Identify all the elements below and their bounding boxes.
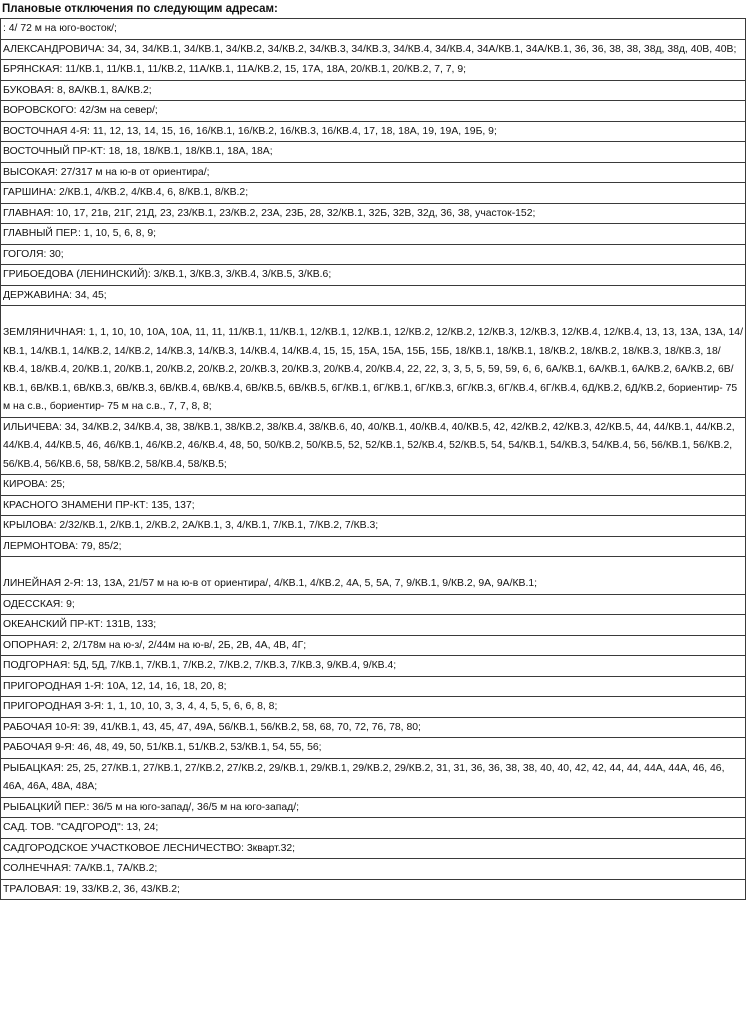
address-cell: ГАРШИНА: 2/КВ.1, 4/КВ.2, 4/КВ.4, 6, 8/КВ.1, 8/КВ.2;: [1, 183, 746, 204]
address-cell: РЫБАЦКАЯ: 25, 25, 27/КВ.1, 27/КВ.1, 27/КВ.2, 27/КВ.2, 29/КВ.1, 29/КВ.1, 29/КВ.2, 29/КВ.2, 31, 31, 36, 36, 38, 38, 40, 40, 42, 42, 44, 44, 44А, 44А, 46, 46, 46А, 46А, 48А, 48А;: [1, 758, 746, 797]
address-cell: БУКОВАЯ: 8, 8А/КВ.1, 8А/КВ.2;: [1, 80, 746, 101]
address-cell: КИРОВА: 25;: [1, 475, 746, 496]
address-cell: АЛЕКСАНДРОВИЧА: 34, 34, 34/КВ.1, 34/КВ.1, 34/КВ.2, 34/КВ.2, 34/КВ.3, 34/КВ.3, 34/КВ.4, 34/КВ.4, 34А/КВ.1, 34А/КВ.1, 36, 36, 38, 38, 38д, 38д, 40В, 40В;: [1, 39, 746, 60]
address-row: [1, 244, 746, 265]
address-cell: КРАСНОГО ЗНАМЕНИ ПР-КТ: 135, 137;: [1, 495, 746, 516]
address-row: [1, 635, 746, 656]
address-row: [1, 717, 746, 738]
address-cell: СОЛНЕЧНАЯ: 7А/КВ.1, 7А/КВ.2;: [1, 859, 746, 880]
address-cell: ПРИГОРОДНАЯ 1-Я: 10А, 12, 14, 16, 18, 20, 8;: [1, 676, 746, 697]
document-title: Плановые отключения по следующим адресам:: [2, 3, 278, 15]
address-cell: ВОСТОЧНЫЙ ПР-КТ: 18, 18, 18/КВ.1, 18/КВ.1, 18А, 18А;: [1, 142, 746, 163]
address-cell: ОДЕССКАЯ: 9;: [1, 594, 746, 615]
address-row: [1, 203, 746, 224]
address-row: [1, 60, 746, 81]
address-row: [1, 495, 746, 516]
address-row: [1, 797, 746, 818]
address-cell: : 4/ 72 м на юго-восток/;: [1, 19, 746, 40]
address-row: [1, 879, 746, 900]
address-row: [1, 162, 746, 183]
address-row: [1, 306, 746, 418]
address-cell: САДГОРОДСКОЕ УЧАСТКОВОЕ ЛЕСНИЧЕСТВО: 3квaрт.32;: [1, 838, 746, 859]
address-row: [1, 265, 746, 286]
address-row: [1, 224, 746, 245]
address-cell: ТРАЛОВАЯ: 19, 33/КВ.2, 36, 43/КВ.2;: [1, 879, 746, 900]
address-row: [1, 818, 746, 839]
address-row: [1, 738, 746, 759]
address-row: [1, 183, 746, 204]
address-cell: РАБОЧАЯ 10-Я: 39, 41/КВ.1, 43, 45, 47, 49А, 56/КВ.1, 56/КВ.2, 58, 68, 70, 72, 76, 78, 80;: [1, 717, 746, 738]
address-row: [1, 859, 746, 880]
address-cell: ОПОРНАЯ: 2, 2/178м на ю-з/, 2/44м на ю-в/, 2Б, 2В, 4А, 4В, 4Г;: [1, 635, 746, 656]
address-row: [1, 594, 746, 615]
address-row: [1, 285, 746, 306]
address-cell: ГЛАВНЫЙ ПЕР.: 1, 10, 5, 6, 8, 9;: [1, 224, 746, 245]
address-cell: РЫБАЦКИЙ ПЕР.: 36/5 м на юго-запад/, 36/5 м на юго-запад/;: [1, 797, 746, 818]
address-cell: ВЫСОКАЯ: 27/317 м на ю-в от ориентира/;: [1, 162, 746, 183]
address-row: [1, 101, 746, 122]
address-table-body: [1, 19, 746, 900]
address-cell: ГРИБОЕДОВА (ЛЕНИНСКИЙ): 3/КВ.1, 3/КВ.3, 3/КВ.4, 3/КВ.5, 3/КВ.6;: [1, 265, 746, 286]
address-cell: ДЕРЖАВИНА: 34, 45;: [1, 285, 746, 306]
address-cell: ГЛАВНАЯ: 10, 17, 21в, 21Г, 21Д, 23, 23/КВ.1, 23/КВ.2, 23А, 23Б, 28, 32/КВ.1, 32Б, 32В, 32д, 36, 38, участок-152;: [1, 203, 746, 224]
address-row: [1, 475, 746, 496]
address-row: [1, 838, 746, 859]
address-cell: ПРИГОРОДНАЯ 3-Я: 1, 1, 10, 10, 3, 3, 4, 4, 5, 5, 6, 6, 8, 8;: [1, 697, 746, 718]
address-row: [1, 417, 746, 475]
address-cell: ЗЕМЛЯНИЧНАЯ: 1, 1, 10, 10, 10А, 10А, 11, 11, 11/КВ.1, 11/КВ.1, 12/КВ.1, 12/КВ.1, 12/КВ.2, 12/КВ.2, 12/КВ.3, 12/КВ.3, 12/КВ.4, 12/КВ.4, 13, 13, 13А, 13А, 14/КВ.1, 14/КВ.1, 14/КВ.2, 14/КВ.2, 14/КВ.3, 14/КВ.3, 14/КВ.4, 14/КВ.4, 15, 15, 15А, 15А, 15Б, 15Б, 18/КВ.1, 18/КВ.1, 18/КВ.2, 18/КВ.2, 18/КВ.3, 18/КВ.3, 18/КВ.4, 18/КВ.4, 20/КВ.1, 20/КВ.1, 20/КВ.2, 20/КВ.2, 20/КВ.3, 20/КВ.3, 20/КВ.4, 20/КВ.4, 22, 22, 3, 3, 5, 5, 59, 59, 6, 6, 6А/КВ.1, 6А/КВ.1, 6А/КВ.2, 6А/КВ.2, 6В/КВ.1, 6В/КВ.1, 6В/КВ.3, 6В/КВ.3, 6В/КВ.4, 6В/КВ.4, 6В/КВ.5, 6В/КВ.5, 6Г/КВ.1, 6Г/КВ.1, 6Г/КВ.3, 6Г/КВ.3, 6Г/КВ.4, 6Г/КВ.4, 6Д/КВ.2, 6Д/КВ.2, бориентир- 75 м на с.в., бориентир- 75 м на с.в., 7, 7, 8, 8;: [1, 306, 746, 418]
address-cell: ПОДГОРНАЯ: 5Д, 5Д, 7/КВ.1, 7/КВ.1, 7/КВ.2, 7/КВ.2, 7/КВ.3, 7/КВ.3, 9/КВ.4, 9/КВ.4;: [1, 656, 746, 677]
address-cell: ГОГОЛЯ: 30;: [1, 244, 746, 265]
address-cell: САД. ТОВ. "САДГОРОД": 13, 24;: [1, 818, 746, 839]
address-cell: ЛЕРМОНТОВА: 79, 85/2;: [1, 536, 746, 557]
address-row: [1, 39, 746, 60]
address-cell: ЛИНЕЙНАЯ 2-Я: 13, 13А, 21/57 м на ю-в от ориентира/, 4/КВ.1, 4/КВ.2, 4А, 5, 5А, 7, 9/КВ.1, 9/КВ.2, 9А, 9А/КВ.1;: [1, 557, 746, 595]
address-cell: ВОРОВСКОГО: 42/3м на север/;: [1, 101, 746, 122]
address-row: [1, 516, 746, 537]
address-row: [1, 656, 746, 677]
address-row: [1, 121, 746, 142]
address-row: [1, 536, 746, 557]
address-row: [1, 142, 746, 163]
address-row: [1, 80, 746, 101]
address-cell: БРЯНСКАЯ: 11/КВ.1, 11/КВ.1, 11/КВ.2, 11А/КВ.1, 11А/КВ.2, 15, 17А, 18А, 20/КВ.1, 20/КВ.2, 7, 7, 9;: [1, 60, 746, 81]
address-row: [1, 676, 746, 697]
address-row: [1, 758, 746, 797]
address-row: [1, 615, 746, 636]
address-cell: КРЫЛОВА: 2/32/КВ.1, 2/КВ.1, 2/КВ.2, 2А/КВ.1, 3, 4/КВ.1, 7/КВ.1, 7/КВ.2, 7/КВ.3;: [1, 516, 746, 537]
address-cell: ИЛЬИЧЕВА: 34, 34/КВ.2, 34/КВ.4, 38, 38/КВ.1, 38/КВ.2, 38/КВ.4, 38/КВ.6, 40, 40/КВ.1, 40/КВ.4, 40/КВ.5, 42, 42/КВ.2, 42/КВ.3, 42/КВ.5, 44, 44/КВ.1, 44/КВ.2, 44/КВ.4, 44/КВ.5, 46, 46/КВ.1, 46/КВ.2, 46/КВ.4, 48, 50, 50/КВ.2, 50/КВ.5, 52, 52/КВ.1, 52/КВ.4, 52/КВ.5, 54, 54/КВ.1, 54/КВ.3, 54/КВ.4, 56, 56/КВ.1, 56/КВ.2, 56/КВ.4, 56/КВ.6, 58, 58/КВ.2, 58/КВ.4, 58/КВ.5;: [1, 417, 746, 475]
address-cell: РАБОЧАЯ 9-Я: 46, 48, 49, 50, 51/КВ.1, 51/КВ.2, 53/КВ.1, 54, 55, 56;: [1, 738, 746, 759]
address-row: [1, 697, 746, 718]
address-row: [1, 19, 746, 40]
address-cell: ВОСТОЧНАЯ 4-Я: 11, 12, 13, 14, 15, 16, 16/КВ.1, 16/КВ.2, 16/КВ.3, 16/КВ.4, 17, 18, 18А, 19, 19А, 19Б, 9;: [1, 121, 746, 142]
address-table: [0, 18, 746, 900]
address-row: [1, 557, 746, 595]
address-cell: ОКЕАНСКИЙ ПР-КТ: 131В, 133;: [1, 615, 746, 636]
